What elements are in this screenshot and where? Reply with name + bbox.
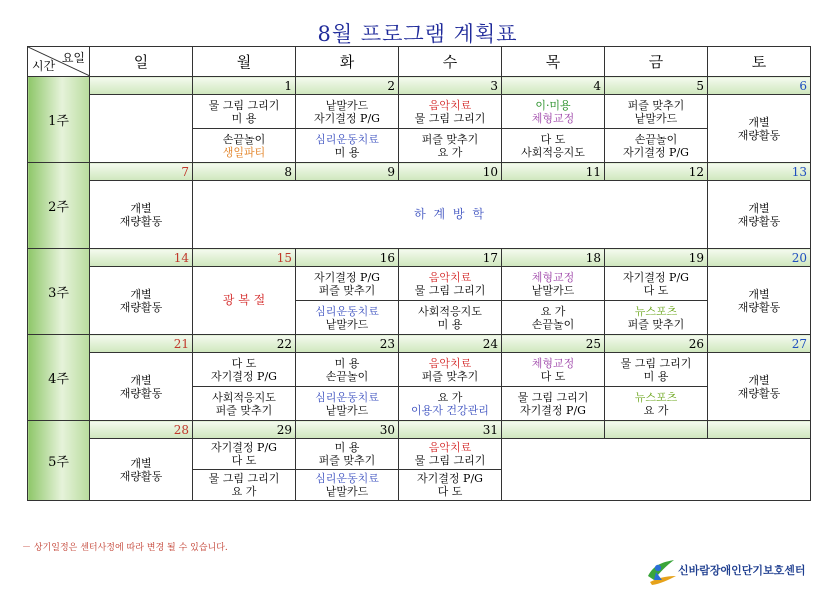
activity-cell: 손끝놀이 자기결정 P/G — [605, 129, 708, 163]
week-label: 1주 — [28, 77, 90, 163]
date-cell: 6 — [708, 77, 811, 95]
header-fri: 금 — [605, 47, 708, 77]
date-cell: 29 — [193, 421, 296, 439]
activity-cell: 사회적응지도 미 용 — [399, 301, 502, 335]
date-cell: 23 — [296, 335, 399, 353]
activity-cell: 요 가 이용자 건강관리 — [399, 387, 502, 421]
program-calendar — [27, 46, 811, 501]
activity-cell: 심리운동치료 낱말카드 — [296, 470, 399, 501]
activity-cell: 개별 재량활동 — [708, 353, 811, 421]
date-cell: 14 — [90, 249, 193, 267]
date-cell: 15 — [193, 249, 296, 267]
activity-cell: 물 그림 그리기 요 가 — [193, 470, 296, 501]
vacation-cell: 하 계 방 학 — [193, 181, 708, 249]
activity-cell: 체형교정 다 도 — [502, 353, 605, 387]
date-cell: 5 — [605, 77, 708, 95]
header-thu: 목 — [502, 47, 605, 77]
week-label: 3주 — [28, 249, 90, 335]
activity-cell: 퍼즐 맞추기 낱말카드 — [605, 95, 708, 129]
corner-time-label: 시간 — [32, 59, 56, 73]
activity-cell: 물 그림 그리기 자기결정 P/G — [502, 387, 605, 421]
activity-cell: 낱말카드 자기결정 P/G — [296, 95, 399, 129]
week-label: 2주 — [28, 163, 90, 249]
activity-cell: 음악치료 물 그림 그리기 — [399, 439, 502, 470]
activity-cell: 자기결정 P/G 다 도 — [193, 439, 296, 470]
date-cell: 10 — [399, 163, 502, 181]
date-cell: 4 — [502, 77, 605, 95]
date-cell — [708, 421, 811, 439]
date-cell: 9 — [296, 163, 399, 181]
header-wed: 수 — [399, 47, 502, 77]
date-cell: 21 — [90, 335, 193, 353]
date-cell — [605, 421, 708, 439]
date-cell: 25 — [502, 335, 605, 353]
activity-cell: 다 도 자기결정 P/G — [193, 353, 296, 387]
activity-cell: 물 그림 그리기 미 용 — [605, 353, 708, 387]
center-logo — [644, 554, 824, 586]
date-cell: 26 — [605, 335, 708, 353]
activity-cell: 음악치료 물 그림 그리기 — [399, 95, 502, 129]
date-cell — [502, 421, 605, 439]
date-cell: 13 — [708, 163, 811, 181]
activity-cell: 심리운동치료 낱말카드 — [296, 301, 399, 335]
activity-cell: 다 도 사회적응지도 — [502, 129, 605, 163]
activity-cell: 사회적응지도 퍼즐 맞추기 — [193, 387, 296, 421]
header-tue: 화 — [296, 47, 399, 77]
logo-icon — [644, 554, 678, 586]
date-cell: 22 — [193, 335, 296, 353]
week-label: 4주 — [28, 335, 90, 421]
logo-text: 신바람장애인단기보호센터 — [678, 564, 806, 577]
date-cell: 11 — [502, 163, 605, 181]
activity-cell: 자기결정 P/G 퍼즐 맞추기 — [296, 267, 399, 301]
date-cell: 27 — [708, 335, 811, 353]
holiday-cell: 광 복 절 — [193, 267, 296, 335]
activity-cell: 개별 재량활동 — [90, 439, 193, 501]
date-cell: 19 — [605, 249, 708, 267]
date-cell: 1 — [193, 77, 296, 95]
activity-cell: 이·미용 체형교정 — [502, 95, 605, 129]
page-title: 8월 프로그램 계획표 — [0, 18, 835, 48]
activity-cell: 심리운동치료 미 용 — [296, 129, 399, 163]
activity-cell: 개별 재량활동 — [708, 95, 811, 163]
activity-cell: 미 용 손끝놀이 — [296, 353, 399, 387]
date-cell: 2 — [296, 77, 399, 95]
corner-day-label: 요일 — [61, 51, 85, 65]
activity-cell: 심리운동치료 낱말카드 — [296, 387, 399, 421]
activity-cell: 개별 재량활동 — [708, 267, 811, 335]
date-cell: 24 — [399, 335, 502, 353]
date-cell: 18 — [502, 249, 605, 267]
corner-cell — [28, 47, 90, 77]
activity-cell: 체형교정 낱말카드 — [502, 267, 605, 301]
activity-cell: 자기결정 P/G 다 도 — [605, 267, 708, 301]
date-cell: 16 — [296, 249, 399, 267]
activity-cell: 손끝놀이 생일파티 — [193, 129, 296, 163]
footnote: － 상기일정은 센터사정에 따라 변경 될 수 있습니다. — [22, 543, 228, 553]
date-cell: 30 — [296, 421, 399, 439]
activity-cell: 개별 재량활동 — [708, 181, 811, 249]
activity-cell: 개별 재량활동 — [90, 353, 193, 421]
activity-cell: 미 용 퍼즐 맞추기 — [296, 439, 399, 470]
activity-cell: 요 가 손끝놀이 — [502, 301, 605, 335]
header-mon: 월 — [193, 47, 296, 77]
date-cell: 8 — [193, 163, 296, 181]
date-cell: 31 — [399, 421, 502, 439]
activity-cell: 개별 재량활동 — [90, 267, 193, 335]
header-sun: 일 — [90, 47, 193, 77]
empty-cell — [90, 95, 193, 163]
header-sat: 토 — [708, 47, 811, 77]
activity-cell: 개별 재량활동 — [90, 181, 193, 249]
activity-cell: 음악치료 물 그림 그리기 — [399, 267, 502, 301]
date-cell: 7 — [90, 163, 193, 181]
activity-cell: 물 그림 그리기 미 용 — [193, 95, 296, 129]
activity-cell: 음악치료 퍼즐 맞추기 — [399, 353, 502, 387]
date-cell — [90, 77, 193, 95]
empty-cell — [502, 439, 811, 501]
date-cell: 20 — [708, 249, 811, 267]
week-label: 5주 — [28, 421, 90, 501]
date-cell: 3 — [399, 77, 502, 95]
activity-cell: 뉴스포츠 요 가 — [605, 387, 708, 421]
date-cell: 17 — [399, 249, 502, 267]
date-cell: 12 — [605, 163, 708, 181]
date-cell: 28 — [90, 421, 193, 439]
activity-cell: 퍼즐 맞추기 요 가 — [399, 129, 502, 163]
activity-cell: 자기결정 P/G 다 도 — [399, 470, 502, 501]
activity-cell: 뉴스포츠 퍼즐 맞추기 — [605, 301, 708, 335]
